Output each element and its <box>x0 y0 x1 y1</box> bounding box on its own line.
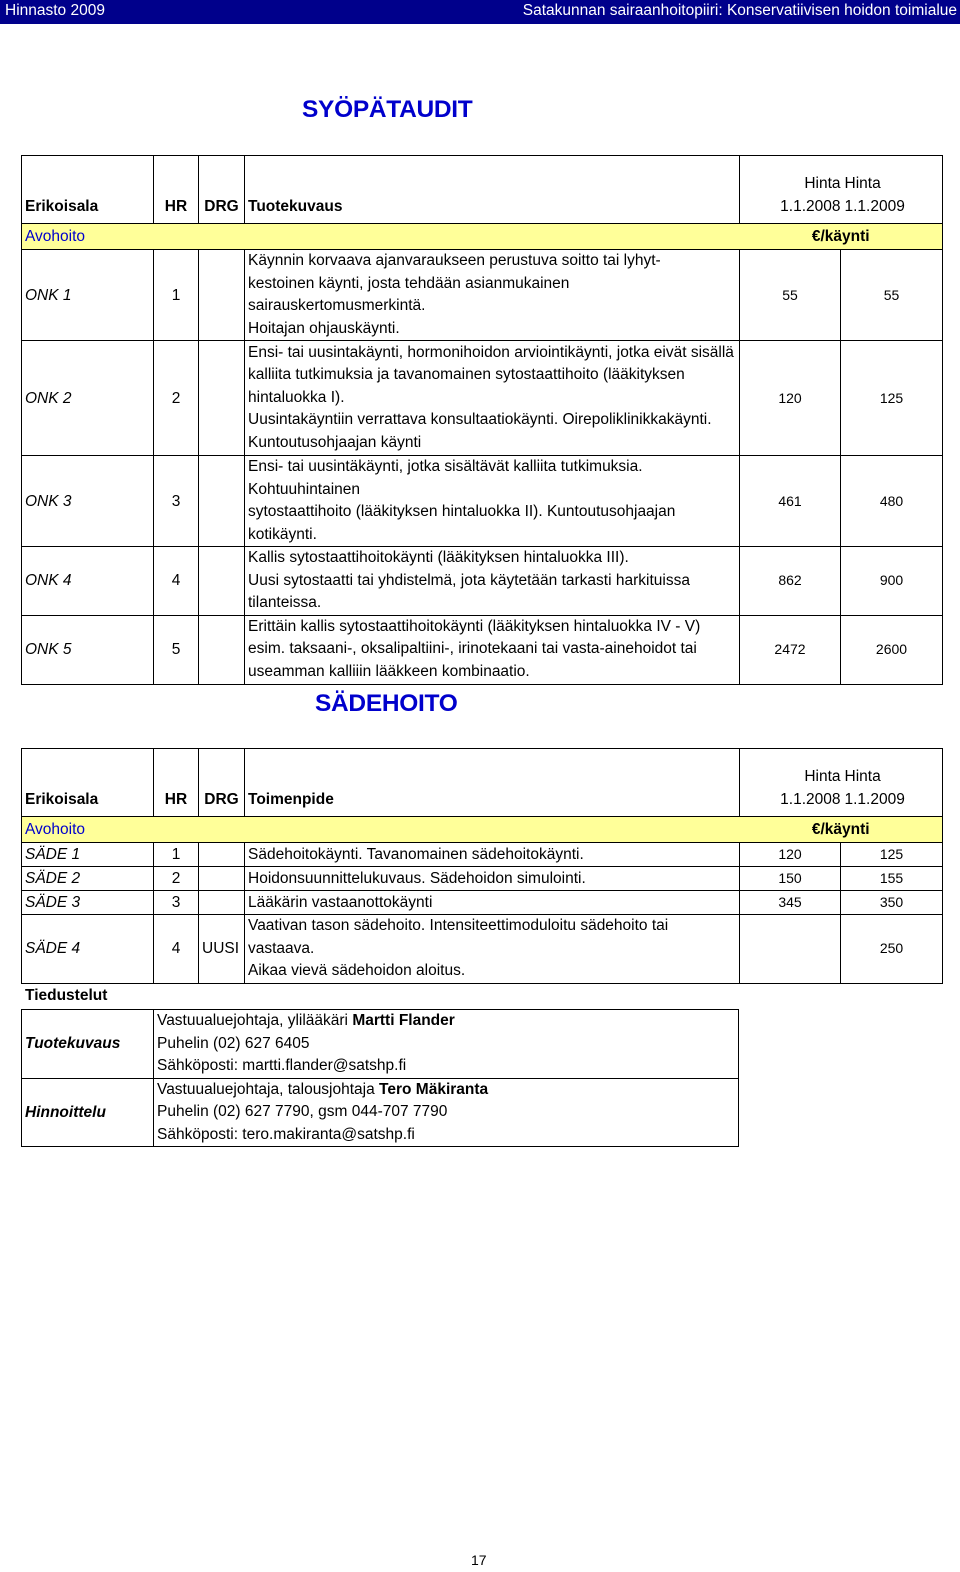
contact-details <box>154 1010 739 1079</box>
desc-line: Vaativan tason sädehoito. Intensiteettimoduloitu sädehoito tai vastaava. <box>248 917 669 957</box>
row-description <box>245 341 740 456</box>
desc-line: useamman kalliiin lääkkeen kombinaatio. <box>248 662 530 680</box>
col-hr: HR <box>154 156 199 224</box>
desc-line: Erittäin kallis sytostaattihoitokäynti (lääkityksen hintaluokka IV - V) <box>248 617 701 635</box>
row-price-2009: 2600 <box>841 615 943 684</box>
unit-label: €/käynti <box>740 817 943 843</box>
row-price-2008: 2472 <box>740 615 841 684</box>
desc-line: kestoinen käynti, josta tehdään asianmukainen sairauskertomusmerkintä. <box>248 274 570 314</box>
row-hr: 1 <box>154 250 199 341</box>
group-label: Avohoito <box>22 224 740 250</box>
col-price-2009: Hinta 1.1.2009 <box>841 156 943 224</box>
row-description: Sädehoitokäynti. Tavanomainen sädehoitokäynti. <box>245 843 740 867</box>
desc-line: Hoitajan ohjauskäynti. <box>248 319 400 337</box>
desc-line: Ensi- tai uusintakäynti, hormonihoidon arviointikäynti, jotka eivät sisällä <box>248 343 734 361</box>
desc-line: Aikaa vievä sädehoidon aloitus. <box>248 962 466 979</box>
row-price-2009: 125 <box>841 843 943 867</box>
table-row <box>22 547 943 616</box>
contact-row <box>22 1078 739 1147</box>
row-code: ONK 5 <box>22 615 154 684</box>
contact-role: Vastuualuejohtaja, talousjohtaja <box>157 1080 380 1098</box>
group-label: Avohoito <box>22 817 740 843</box>
table-row <box>22 867 943 891</box>
row-description: Lääkärin vastaanottokäynti <box>245 891 740 915</box>
row-drg: UUSI <box>199 915 245 984</box>
row-drg <box>199 843 245 867</box>
desc-line: kalliita tutkimuksia ja tavanomainen sytostaattihoito (lääkityksen <box>248 366 685 384</box>
row-price-2009: 480 <box>841 456 943 547</box>
row-price-2008: 150 <box>740 867 841 891</box>
row-drg <box>199 341 245 456</box>
row-hr: 2 <box>154 341 199 456</box>
row-price-2008: 120 <box>740 843 841 867</box>
contacts-table <box>21 1009 739 1147</box>
col-drg: DRG <box>199 156 245 224</box>
contact-row <box>22 1010 739 1079</box>
col-price-2009: Hinta 1.1.2009 <box>841 749 943 817</box>
group-row <box>22 817 943 843</box>
row-drg <box>199 456 245 547</box>
section-title-syopataudit: SYÖPÄTAUDIT <box>302 96 473 123</box>
row-code: SÄDE 2 <box>22 867 154 891</box>
row-description <box>245 250 740 341</box>
col-hr: HR <box>154 749 199 817</box>
desc-line: esim. taksaani-, oksalipaltiini-, irinotekaani tai vasta-ainehoidot tai <box>248 640 697 658</box>
row-description <box>245 915 740 984</box>
col-drg: DRG <box>199 749 245 817</box>
row-price-2008: 55 <box>740 250 841 341</box>
row-code: SÄDE 3 <box>22 891 154 915</box>
desc-line: Uusi sytostaatti tai yhdistelmä, jota käytetään tarkasti harkituissa tilanteissa. <box>248 571 690 611</box>
desc-line: Kallis sytostaattihoitokäynti (lääkityksen hintaluokka III). <box>248 549 629 566</box>
table-row <box>22 456 943 547</box>
desc-line: Uusintakäyntiin verrattava konsultaatiokäynti. Oirepoliklinikkakäynti. <box>248 411 712 429</box>
page-number: 17 <box>471 1552 487 1568</box>
unit-label: €/käynti <box>740 224 943 250</box>
row-code: ONK 3 <box>22 456 154 547</box>
row-price-2008: 120 <box>740 341 841 456</box>
col-description: Tuotekuvaus <box>245 156 740 224</box>
contact-phone: Puhelin (02) 627 7790, gsm 044-707 7790 <box>157 1103 448 1120</box>
contacts-title: Tiedustelut <box>25 987 108 1004</box>
row-drg <box>199 250 245 341</box>
contact-name: Martti Flander <box>352 1012 455 1029</box>
contact-details <box>154 1078 739 1147</box>
row-hr: 4 <box>154 915 199 984</box>
contact-phone: Puhelin (02) 627 6405 <box>157 1034 310 1052</box>
page-header <box>0 0 960 24</box>
row-drg <box>199 867 245 891</box>
row-code: ONK 2 <box>22 341 154 456</box>
table-row <box>22 615 943 684</box>
contact-label: Hinnoittelu <box>22 1078 154 1147</box>
contact-label: Tuotekuvaus <box>22 1010 154 1079</box>
row-price-2008: 461 <box>740 456 841 547</box>
table-row <box>22 843 943 867</box>
row-price-2008 <box>740 915 841 984</box>
col-description: Toimenpide <box>245 749 740 817</box>
table-header-row <box>22 749 943 817</box>
contact-email: Sähköposti: tero.makiranta@satshp.fi <box>157 1125 415 1143</box>
table-row <box>22 341 943 456</box>
row-price-2009: 250 <box>841 915 943 984</box>
row-code: ONK 1 <box>22 250 154 341</box>
header-left-text: Hinnasto 2009 <box>5 2 105 19</box>
contact-role: Vastuualuejohtaja, ylilääkäri <box>157 1012 353 1029</box>
row-code: ONK 4 <box>22 547 154 616</box>
col-erikoisala: Erikoisala <box>22 156 154 224</box>
col-erikoisala: Erikoisala <box>22 749 154 817</box>
table-row <box>22 891 943 915</box>
col-price-2008: Hinta 1.1.2008 <box>740 749 841 817</box>
row-hr: 2 <box>154 867 199 891</box>
contact-email: Sähköposti: martti.flander@satshp.fi <box>157 1057 407 1074</box>
header-right-text: Satakunnan sairaanhoitopiiri: Konservatiivisen hoidon toimialue <box>522 2 957 19</box>
table-row <box>22 915 943 984</box>
row-price-2009: 55 <box>841 250 943 341</box>
row-drg <box>199 547 245 616</box>
desc-line: Ensi- tai uusintäkäynti, jotka sisältävät kalliita tutkimuksia. Kohtuuhintainen <box>248 458 643 498</box>
row-drg <box>199 891 245 915</box>
row-price-2009: 350 <box>841 891 943 915</box>
row-description <box>245 547 740 616</box>
row-price-2008: 862 <box>740 547 841 616</box>
row-hr: 4 <box>154 547 199 616</box>
row-code: SÄDE 1 <box>22 843 154 867</box>
row-description: Hoidonsuunnittelukuvaus. Sädehoidon simulointi. <box>245 867 740 891</box>
row-drg <box>199 615 245 684</box>
desc-line: hintaluokka I). <box>248 388 345 406</box>
row-hr: 5 <box>154 615 199 684</box>
row-price-2009: 155 <box>841 867 943 891</box>
row-price-2009: 125 <box>841 341 943 456</box>
desc-line: sytostaattihoito (lääkityksen hintaluokka II). Kuntoutusohjaajan kotikäynti. <box>248 503 676 543</box>
section-title-sadehoito: SÄDEHOITO <box>315 690 458 717</box>
row-price-2008: 345 <box>740 891 841 915</box>
row-hr: 3 <box>154 456 199 547</box>
row-description <box>245 615 740 684</box>
sadehoito-table <box>21 748 943 984</box>
contact-role-line <box>157 1079 735 1102</box>
col-price-2008: Hinta 1.1.2008 <box>740 156 841 224</box>
row-hr: 1 <box>154 843 199 867</box>
desc-line: Kuntoutusohjaajan käynti <box>248 433 422 451</box>
row-hr: 3 <box>154 891 199 915</box>
contact-role-line <box>157 1010 735 1033</box>
row-price-2009: 900 <box>841 547 943 616</box>
table-row <box>22 250 943 341</box>
table-header-row <box>22 156 943 224</box>
group-row <box>22 224 943 250</box>
row-description <box>245 456 740 547</box>
contact-name: Tero Mäkiranta <box>379 1080 489 1098</box>
row-code: SÄDE 4 <box>22 915 154 984</box>
syopataudit-table <box>21 155 943 685</box>
desc-line: Käynnin korvaava ajanvaraukseen perustuva soitto tai lyhyt- <box>248 252 661 269</box>
